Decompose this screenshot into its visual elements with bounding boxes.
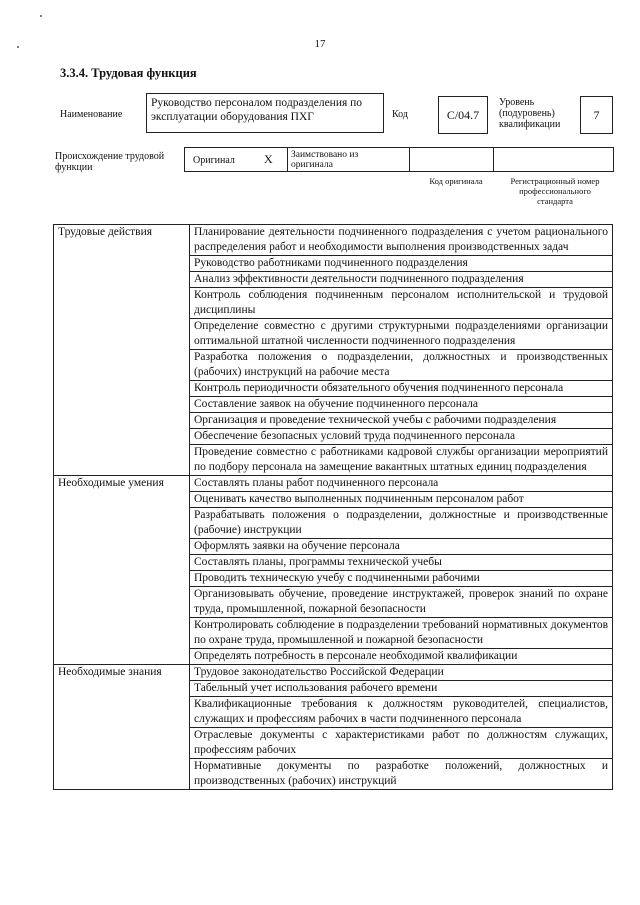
section-item: Квалификационные требования к должностям руководителей, специалистов, служащих и профессиям рабочих в части подчиненного персонала [190, 697, 613, 728]
original-label: Оригинал [193, 155, 235, 166]
table-row [54, 476, 613, 492]
section-title: 3.3.4. Трудовая функция [60, 66, 197, 80]
section-item: Контролировать соблюдение в подразделении требований нормативных документов по охране труда, промышленной и пожарной безопасности [190, 618, 613, 649]
code-original-label: Код оригинала [429, 176, 483, 186]
section-item: Отраслевые документы с характеристиками работ по должностям служащих, профессиям рабочих [190, 728, 613, 759]
section-item: Организовывать обучение, проведение инструктажей, проверок знаний по охране труда, промышленной, пожарной безопасности [190, 587, 613, 618]
page-number: 17 [314, 38, 326, 50]
level-label: Уровень (подуровень) квалификации [499, 97, 561, 130]
section-item: Проводить техническую учебу с подчиненными рабочими [190, 571, 613, 587]
section-item: Обеспечение безопасных условий труда подчиненного персонала [190, 429, 613, 445]
origin-table [184, 147, 614, 172]
section-category: Необходимые умения [54, 476, 190, 665]
section-item: Табельный учет использования рабочего времени [190, 681, 613, 697]
function-name-value: Руководство персоналом подразделения по эксплуатации оборудования ПХГ [151, 97, 363, 123]
section-item: Составлять планы, программы технической учебы [190, 555, 613, 571]
borrowed-label: Заимствовано из оригинала [291, 150, 359, 170]
section-item: Определять потребность в персонале необходимой квалификации [190, 649, 613, 665]
section-item: Руководство работниками подчиненного подразделения [190, 256, 613, 272]
section-item: Проведение совместно с работниками кадровой службы организации мероприятий по подбору персонала на замещение вакантных штатных единиц подразделения [190, 445, 613, 476]
section-item: Оценивать качество выполненных подчиненным персоналом работ [190, 492, 613, 508]
section-category: Необходимые знания [54, 665, 190, 790]
table-row [54, 665, 613, 681]
section-item: Составление заявок на обучение подчиненного персонала [190, 397, 613, 413]
level-value-box [580, 96, 613, 134]
code-value: C/04.7 [446, 107, 480, 122]
section-item: Составлять планы работ подчиненного персонала [190, 476, 613, 492]
code-label: Код [392, 109, 408, 120]
section-item: Контроль соблюдения подчиненным персоналом исполнительской и трудовой дисциплины [190, 288, 613, 319]
function-name-box [146, 93, 384, 133]
level-value: 7 [593, 107, 600, 122]
section-item: Организация и проведение технической учебы с рабочими подразделения [190, 413, 613, 429]
section-item: Определение совместно с другими структурными подразделениями организации оптимальной штатной численности подчиненного подразделения [190, 319, 613, 350]
origin-label: Происхождение трудовой функции [55, 151, 165, 173]
name-label: Наименование [60, 109, 123, 120]
section-item: Разрабатывать положения о подразделении, должностные и производственные (рабочие) инструкции [190, 508, 613, 539]
section-item: Планирование деятельности подчиненного подразделения с учетом рационального распределения работ и необходимости выполнения производственных задач [190, 225, 613, 256]
section-item: Анализ эффективности деятельности подчиненного подразделения [190, 272, 613, 288]
scan-speck [40, 15, 42, 17]
function-details-table [53, 224, 613, 790]
table-row [54, 225, 613, 256]
section-category: Трудовые действия [54, 225, 190, 476]
section-item: Оформлять заявки на обучение персонала [190, 539, 613, 555]
section-item: Нормативные документы по разработке положений, должностных и производственных (рабочих) инструкций [190, 759, 613, 790]
section-item: Разработка положения о подразделении, должностных и производственных (рабочих) инструкций на рабочие места [190, 350, 613, 381]
section-item: Контроль периодичности обязательного обучения подчиненного персонала [190, 381, 613, 397]
code-value-box [438, 96, 488, 134]
original-mark: X [264, 152, 273, 166]
section-item: Трудовое законодательство Российской Федерации [190, 665, 613, 681]
reg-number-label: Регистрационный номер профессионального стандарта [510, 176, 600, 206]
